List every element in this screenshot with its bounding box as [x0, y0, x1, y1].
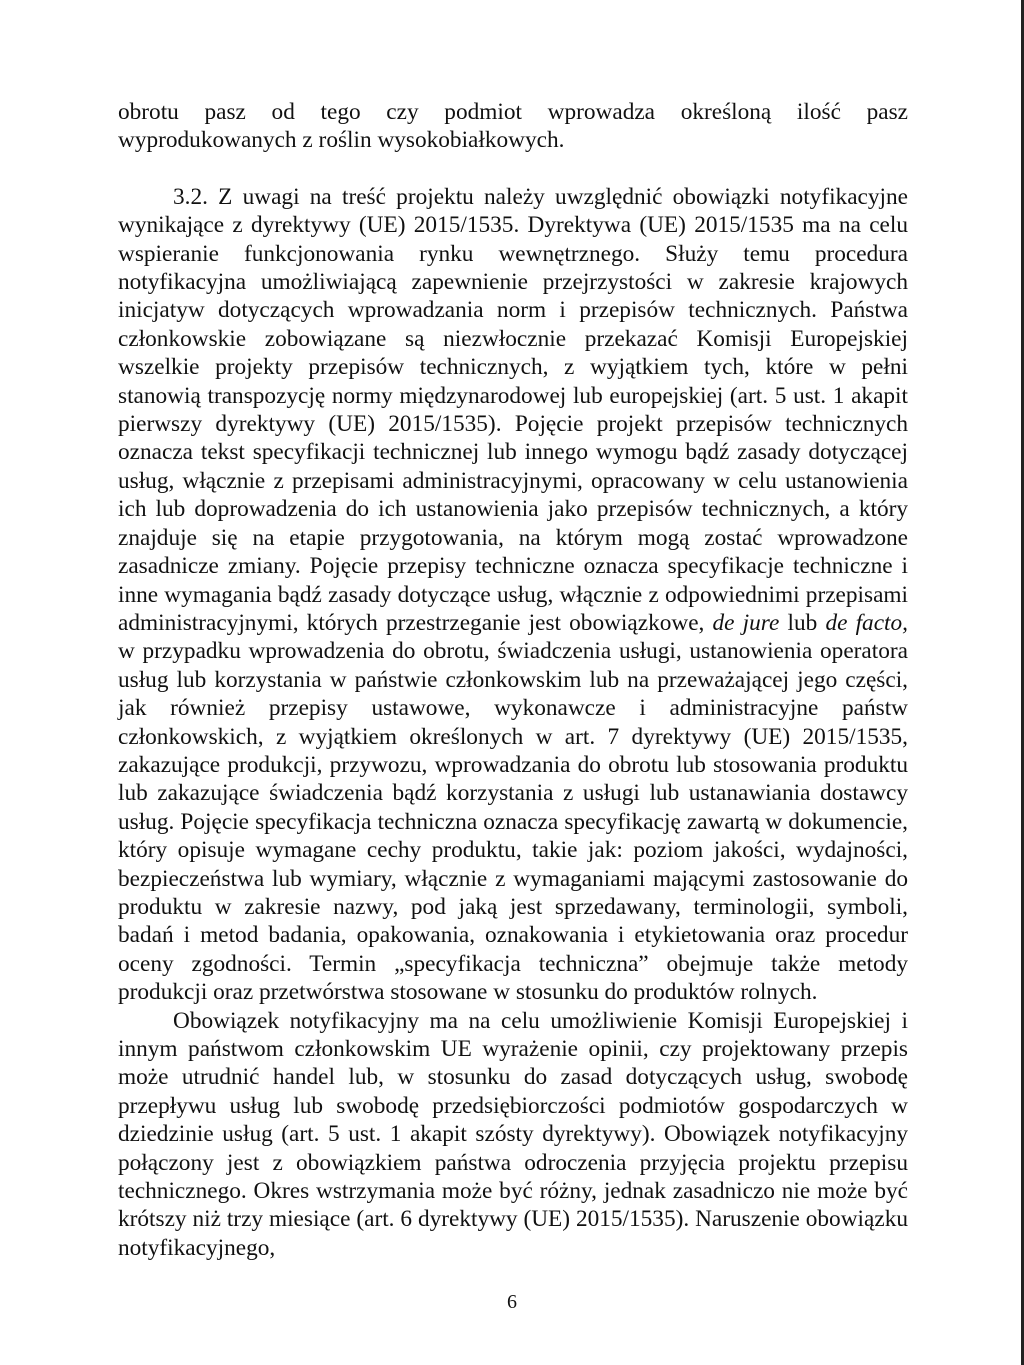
paragraph-text-part-c: w przypadku wprowadzenia do obrotu, świadczenia usługi, ustanowienia operatora usług lub korzystania w państwie członkowskim lub na przeważającej jego części, jak również przepisy ustawowe, wykonawcze i administracyjne państw członkowskich, z wyjątkiem określonych w art. 7 dyrektywy (UE) 2015/1535, zakazujące produkcji, przywozu, wprowadzania do obrotu lub stosowania produktu lub zakazujące świadczenia bądź korzystania z usługi lub ustanawiania dostawcy usług. Pojęcie specyfikacja techniczna oznacza specyfikację zawartą w dokumencie, który opisuje wymagane cechy produktu, takie jak: poziom jakości, wydajności, bezpieczeństwa lub wymiary, włącznie z wymaganiami mającymi zastosowanie do produktu w zakresie nazwy, pod jaką jest sprzedawany, terminologii, symboli, badań i metod badania, opakowania, oznakowania i etykietowania oraz procedur oceny zgodności. Termin „specyfikacja techniczna” obejmuje także metody produkcji oraz przetwórstwa stosowane w stosunku do produktów rolnych.: [118, 638, 908, 1006]
italic-de-jure: de jure: [712, 609, 780, 636]
paragraph-text-part-b: lub: [787, 609, 818, 636]
italic-de-facto: de facto,: [825, 609, 908, 636]
document-page: [118, 98, 908, 1262]
paragraph-text-part-a: 3.2. Z uwagi na treść projektu należy uwzględnić obowiązki notyfikacyjne wynikające z dyrektywy (UE) 2015/1535. Dyrektywa (UE) 2015/1535 ma na celu wspieranie funkcjonowania rynku wewnętrznego. Służy temu procedura notyfikacyjna umożliwiającą zapewnienie przejrzystości w zakresie krajowych inicjatyw dotyczących wprowadzania norm i przepisów technicznych. Państwa członkowskie zobowiązane są niezwłocznie przekazać Komisji Europejskiej wszelkie projekty przepisów technicznych, z wyjątkiem tych, które w pełni stanowią transpozycję normy międzynarodowej lub europejskiej (art. 5 ust. 1 akapit pierwszy dyrektywy (UE) 2015/1535). Pojęcie projekt przepisów technicznych oznacza tekst specyfikacji technicznej lub innego wymogu bądź zasady dotyczącej usług, włącznie z przepisami administracyjnymi, opracowany w celu ustanowienia ich lub doprowadzenia do ich ustanowienia jako przepisów technicznych, a który znajduje się na etapie przygotowania, na którym mogą zostać wprowadzone zasadnicze zmiany. Pojęcie przepisy techniczne oznacza specyfikacje techniczne i inne wymagania bądź zasady dotyczące usług, włącznie z odpowiednimi przepisami administracyjnymi, których przestrzeganie jest obowiązkowe,: [118, 183, 908, 636]
paragraph-continuation: obrotu pasz od tego czy podmiot wprowadza określoną ilość pasz wyprodukowanych z roślin wysokobiałkowych.: [118, 99, 908, 154]
page-number: 6: [507, 1291, 517, 1313]
paragraph-section-3-2: [118, 183, 908, 1007]
paragraph-notification-obligation: Obowiązek notyfikacyjny ma na celu umożliwienie Komisji Europejskiej i innym państwom członkowskim UE wyrażenie opinii, czy projektowany przepis może utrudnić handel lub, w stosunku do zasad dotyczących usług, swobodę przepływu usług lub swobodę przedsiębiorczości podmiotów gospodarczych w dziedzinie usług (art. 5 ust. 1 akapit szósty dyrektywy). Obowiązek notyfikacyjny połączony jest z obowiązkiem państwa odroczenia przyjęcia projektu przepisu technicznego. Okres wstrzymania może być różny, jednak zasadniczo nie może być krótszy niż trzy miesiące (art. 6 dyrektywy (UE) 2015/1535). Naruszenie obowiązku notyfikacyjnego,: [118, 1007, 908, 1261]
